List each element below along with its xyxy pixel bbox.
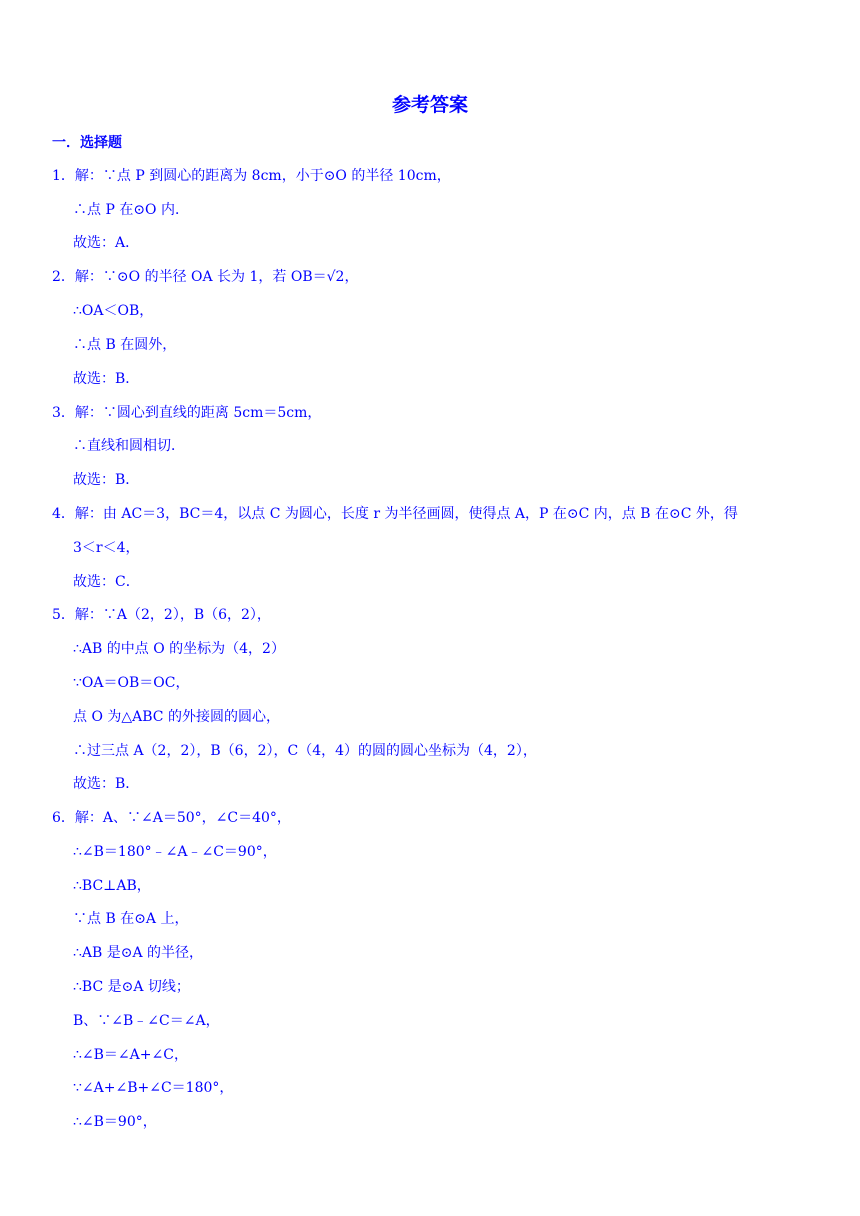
answer-line: 6．解：A、∵∠A＝50°，∠C＝40°， <box>52 810 291 826</box>
answer-line: ∴点 P 在⊙O 内． <box>73 202 189 218</box>
answer-line: 3＜r＜4， <box>73 540 140 556</box>
answer-line: ∴直线和圆相切． <box>73 438 185 454</box>
answer-line: ∴过三点 A（2，2），B（6，2），C（4，4）的圆的圆心坐标为（4，2）， <box>73 743 537 759</box>
answer-line: ∴∠B＝90°， <box>73 1114 157 1130</box>
answer-line: 故选：B． <box>73 371 140 387</box>
answer-line: ∴AB 的中点 O 的坐标为（4，2） <box>73 641 285 657</box>
answer-line: 故选：B． <box>73 776 140 792</box>
answer-line: ∴BC⊥AB， <box>73 878 151 894</box>
answer-line: 3．解：∵圆心到直线的距离 5cm＝5cm， <box>52 405 322 421</box>
answer-line: 1．解：∵点 P 到圆心的距离为 8cm，小于⊙O 的半径 10cm， <box>52 168 451 184</box>
answer-line: ∵∠A+∠B+∠C＝180°， <box>73 1080 234 1096</box>
answer-line: 4．解：由 AC＝3，BC＝4，以点 C 为圆心，长度 r 为半径画圆，使得点 A，P 在⊙C 内，点 B 在⊙C 外，得 <box>52 506 738 522</box>
answer-line: 点 O 为△ABC 的外接圆的圆心， <box>73 709 280 725</box>
answer-line: 故选：C． <box>73 574 140 590</box>
answer-line: ∴AB 是⊙A 的半径， <box>73 945 204 961</box>
answer-line: ∵OA＝OB＝OC， <box>73 675 190 691</box>
answer-line: 故选：B． <box>73 472 140 488</box>
answer-line: 故选：A． <box>73 235 140 251</box>
answer-line: 5．解：∵A（2，2），B（6，2）， <box>52 607 271 623</box>
answer-line: ∴BC 是⊙A 切线； <box>73 979 190 995</box>
answer-line: 2．解：∵⊙O 的半径 OA 长为 1，若 OB＝√2， <box>52 269 359 285</box>
answer-line: ∵点 B 在⊙A 上， <box>73 911 189 927</box>
answer-line: ∴点 B 在圆外， <box>73 337 177 353</box>
answer-line: ∴∠B＝180°﹣∠A﹣∠C＝90°， <box>73 844 277 860</box>
answer-line: B、∵∠B﹣∠C＝∠A， <box>73 1013 220 1029</box>
answer-line: ∴∠B＝∠A+∠C， <box>73 1047 188 1063</box>
answer-line: ∴OA＜OB， <box>73 303 154 319</box>
section-heading: 一．选择题 <box>52 135 122 151</box>
page-title: 参考答案 <box>391 94 468 116</box>
